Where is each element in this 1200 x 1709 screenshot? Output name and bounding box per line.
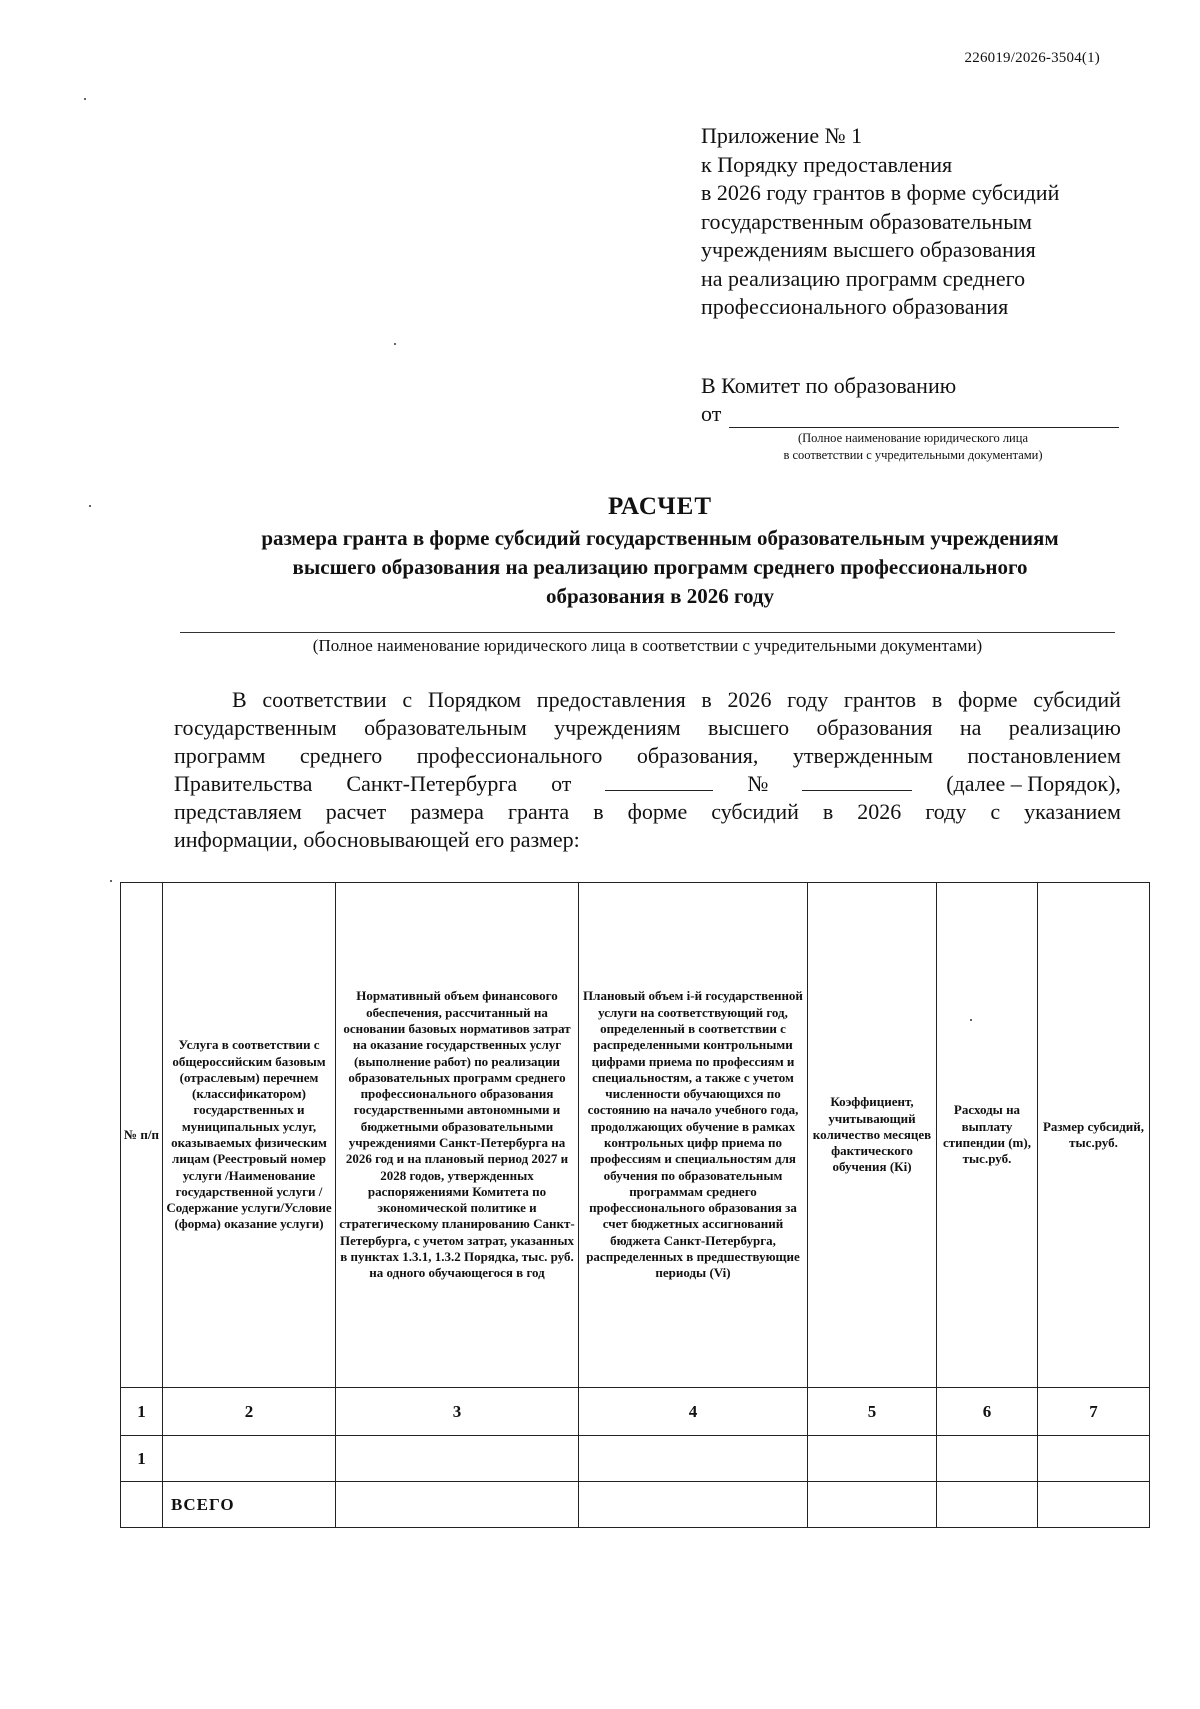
body-word: 2026 <box>727 687 772 712</box>
column-number: 3 <box>336 1388 579 1436</box>
table-cell <box>808 1482 937 1528</box>
body-word: учреждениям <box>554 715 681 740</box>
body-line <box>174 798 1121 826</box>
column-header-stipend: Расходы на выплату стипендии (m), тыс.руб. <box>937 883 1038 1388</box>
body-word: среднего <box>299 743 383 768</box>
body-word: размера <box>410 799 484 824</box>
resolution-date-blank <box>605 770 713 791</box>
table-row <box>121 1436 1150 1482</box>
body-word: профессионального <box>416 743 603 768</box>
column-header-planned-volume: Плановый объем i-й государственной услуги на соответствующий год, определенный в соответствии с распределенными контрольными цифрами приема по профессиям и специальностям, а также с учетом численности обучающихся по состоянию на начало учебного года, продолжающих обучение в рамках контрольных цифр приема по профессиям и специальностям для обучения по образовательным программам среднего профессионального образования за счет бюджетных ассигнований бюджета Санкт-Петербурга, распределенных в предшествующие периоды (Vi) <box>579 883 808 1388</box>
column-header-subsidy: Размер субсидий, тыс.руб. <box>1038 883 1150 1388</box>
body-line <box>174 770 1121 798</box>
resolution-number-blank <box>802 770 912 791</box>
column-number: 7 <box>1038 1388 1150 1436</box>
appendix-line: профессионального образования <box>701 294 1009 319</box>
body-word: указанием <box>1024 799 1121 824</box>
body-word: В <box>232 687 247 712</box>
body-word: (далее – Порядок), <box>946 771 1121 796</box>
body-word: в <box>822 799 834 824</box>
appendix-line: в 2026 году грантов в форме субсидий <box>701 180 1060 205</box>
body-word: от <box>551 771 572 796</box>
title-subtitle-line: образования в 2026 году <box>546 584 774 608</box>
body-word: программ <box>174 743 266 768</box>
body-word: Правительства <box>174 771 313 796</box>
body-word: образовательным <box>364 715 527 740</box>
table-cell <box>163 1436 336 1482</box>
column-number: 2 <box>163 1388 336 1436</box>
body-word: на <box>959 715 982 740</box>
body-word: государственным <box>174 715 337 740</box>
body-word: предоставления <box>536 687 686 712</box>
table-cell <box>579 1482 808 1528</box>
body-paragraph <box>174 686 1121 854</box>
table-cell <box>121 1482 163 1528</box>
appendix-line: государственным образовательным <box>701 208 1032 234</box>
grant-calculation-table <box>120 882 1150 1528</box>
appendix-line: на реализацию программ среднего <box>701 265 1026 291</box>
title-main: РАСЧЕТ <box>607 493 712 520</box>
body-line <box>174 826 1121 854</box>
document-registration-number: 226019/2026-3504(1) <box>964 50 1100 66</box>
body-word: образования <box>816 715 933 740</box>
title-subtitle-line: размера гранта в форме субсидий государственным образовательным учреждениям <box>261 526 1059 550</box>
column-header-coefficient: Коэффициент, учитывающий количество месяцев фактического обучения (Кi) <box>808 883 937 1388</box>
addressee-from-label: от <box>701 401 722 426</box>
table-cell <box>1038 1482 1150 1528</box>
column-number: 5 <box>808 1388 937 1436</box>
body-word: информации, обосновывающей его размер: <box>174 827 580 852</box>
addressee-caption-line: в соответствии с учредительными документами) <box>783 448 1043 462</box>
column-header-number: № п/п <box>121 883 163 1388</box>
body-word: в <box>593 799 604 824</box>
addressee-caption <box>742 430 1084 464</box>
body-word: реализацию <box>1008 715 1121 740</box>
body-word: форме <box>957 687 1018 712</box>
body-word: расчет <box>325 799 387 824</box>
body-word: в <box>701 687 712 712</box>
body-word: гранта <box>507 799 570 824</box>
body-word: образования, <box>636 743 759 768</box>
scan-speck <box>394 343 396 345</box>
body-word: постановлением <box>967 743 1121 768</box>
table-cell <box>336 1436 579 1482</box>
table-cell <box>808 1436 937 1482</box>
body-word: грантов <box>843 687 917 712</box>
appendix-line: учреждениям высшего образования <box>701 237 1036 262</box>
table-cell <box>579 1436 808 1482</box>
body-line <box>174 686 1121 714</box>
appendix-line: Приложение № 1 <box>701 123 863 148</box>
title-subtitle <box>160 524 1160 611</box>
column-number: 1 <box>121 1388 163 1436</box>
body-word: субсидий <box>1033 687 1121 712</box>
body-word: с <box>402 687 413 712</box>
body-line <box>174 742 1121 770</box>
entity-name-caption: (Полное наименование юридического лица в соответствии с учредительными документами) <box>312 636 983 655</box>
addressee-block <box>701 372 1121 428</box>
body-word: с <box>990 799 1001 824</box>
body-word: форме <box>627 799 688 824</box>
column-number: 6 <box>937 1388 1038 1436</box>
appendix-line: к Порядку предоставления <box>701 151 953 177</box>
body-word: Порядком <box>427 687 522 712</box>
table-cell <box>937 1482 1038 1528</box>
scan-speck <box>89 505 91 507</box>
body-word: представляем <box>174 799 302 824</box>
column-header-service: Услуга в соответствии с общероссийским базовым (отраслевым) перечнем (классификатором) государственных и муниципальных услуг, оказываемых физическим лицам (Реестровый номер услуги /Наименование государственной услуги /Содержание услуги/Условие (форма) оказание услуги) <box>163 883 336 1388</box>
addressee-from-blank <box>729 407 1119 428</box>
body-word: в <box>931 687 943 712</box>
body-word: соответствии <box>262 687 387 712</box>
addressee-caption-line: (Полное наименование юридического лица <box>797 431 1028 445</box>
body-word: высшего <box>708 715 790 740</box>
addressee-from-line <box>701 400 1121 428</box>
document-title <box>160 492 1160 611</box>
column-number: 4 <box>579 1388 808 1436</box>
column-header-normative-volume: Нормативный объем финансового обеспечения, рассчитанный на основании базовых нормативов затрат на оказание государственных услуг (выполнение работ) по реализации образовательных программ среднего профессионального образования государственными автономными и бюджетными образовательными учреждениями Санкт-Петербурга на 2026 год и на плановый период 2027 и 2028 годов, утвержденных распоряжениями Комитета по экономической политике и стратегическому планированию Санкт-Петербурга, с учетом затрат, указанных в пунктах 1.3.1, 1.3.2 Порядка, тыс. руб. на одного обучающегося в год <box>336 883 579 1388</box>
body-word: Санкт-Петербурга <box>346 771 518 796</box>
addressee-to: В Комитет по образованию <box>701 373 957 398</box>
scan-speck <box>970 1019 972 1021</box>
column-number-row <box>121 1388 1150 1436</box>
body-word: году <box>925 799 967 824</box>
table-header-row <box>121 883 1150 1388</box>
table-cell <box>1038 1436 1150 1482</box>
title-subtitle-line: высшего образования на реализацию программ среднего профессионального <box>292 555 1028 579</box>
table-cell <box>937 1436 1038 1482</box>
scan-speck <box>84 98 86 100</box>
entity-name-line <box>180 632 1115 633</box>
table-cell: 1 <box>121 1436 163 1482</box>
body-line <box>174 714 1121 742</box>
table-total-row <box>121 1482 1150 1528</box>
total-label: ВСЕГО <box>163 1482 336 1528</box>
body-word: субсидий <box>711 799 799 824</box>
body-word: 2026 <box>857 799 902 824</box>
scan-speck <box>110 880 112 882</box>
table-cell <box>336 1482 579 1528</box>
number-sign: № <box>747 771 769 796</box>
body-word: году <box>787 687 829 712</box>
appendix-heading <box>701 122 1141 322</box>
body-word: утвержденным <box>792 743 933 768</box>
